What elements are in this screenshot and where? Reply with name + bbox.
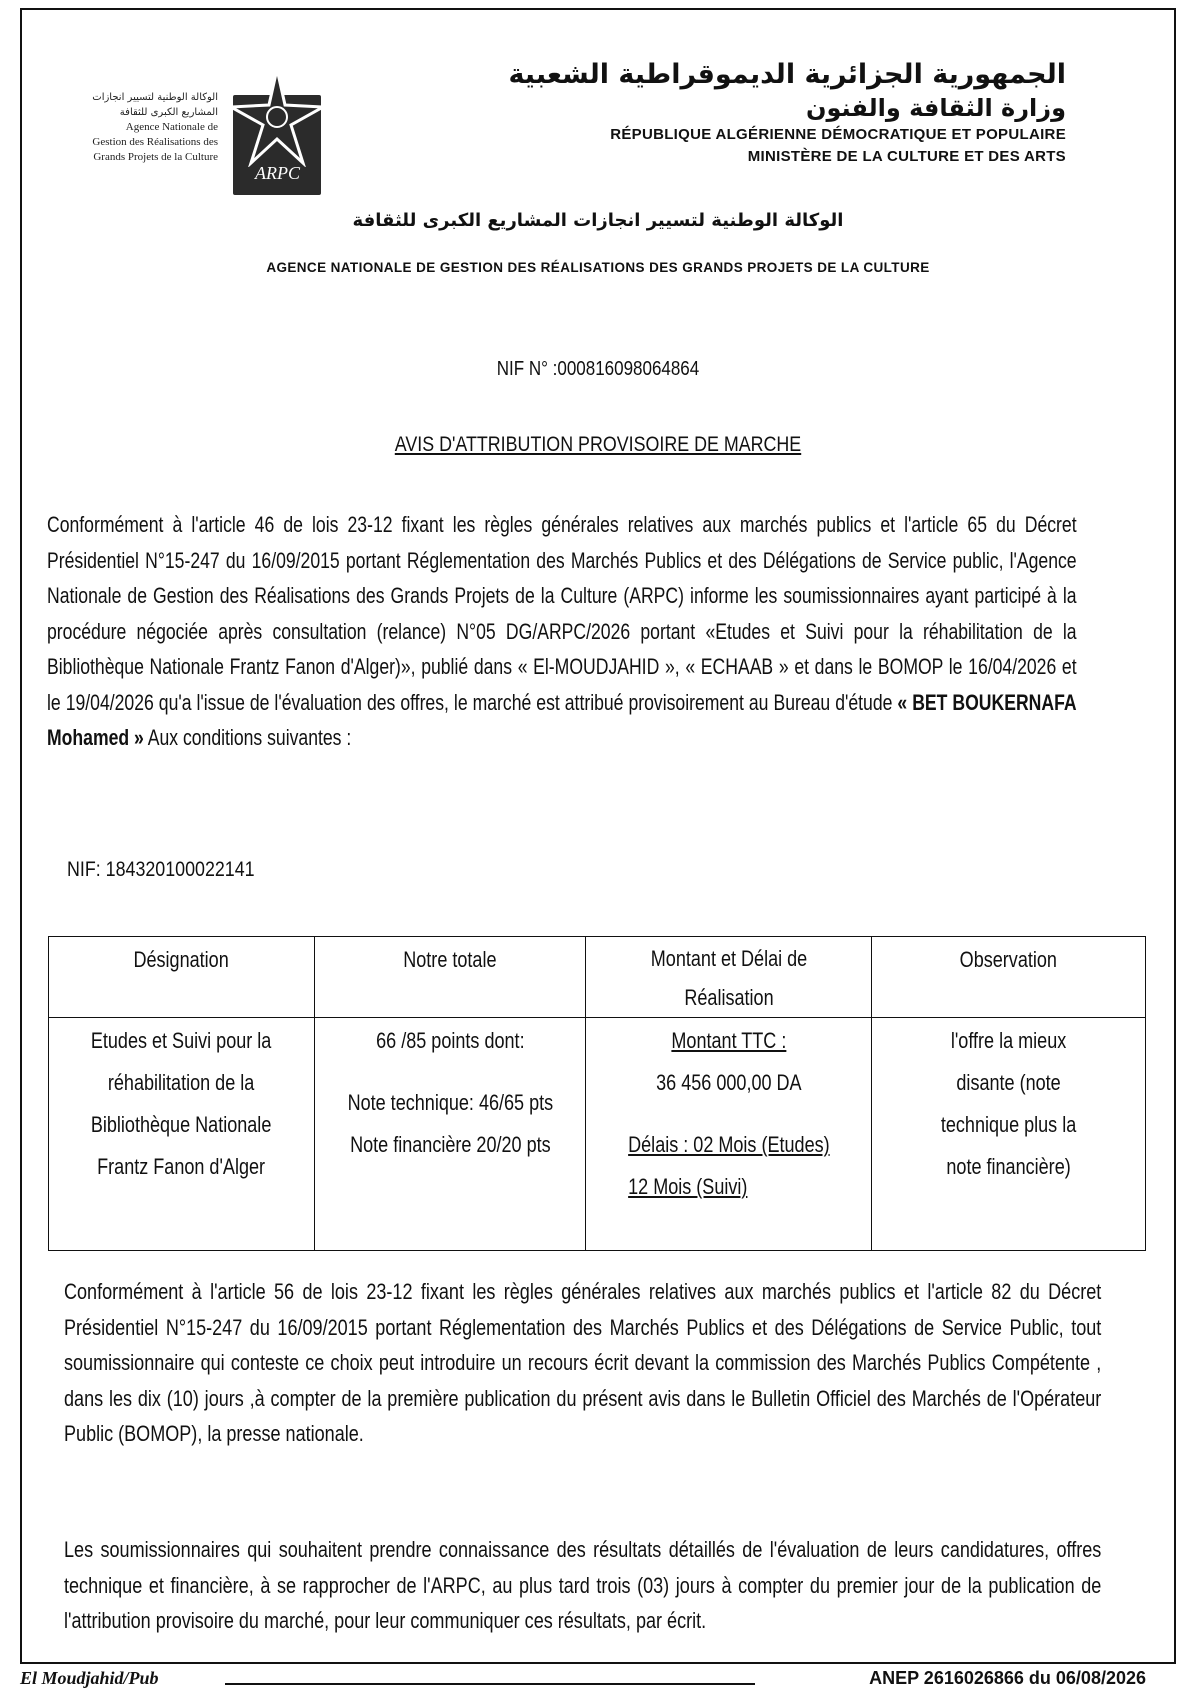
logo-caption-fr-3: Grands Projets de la Culture — [93, 151, 218, 163]
award-table — [48, 936, 1146, 1251]
table-row — [49, 1018, 1146, 1251]
header-note-totale: Notre totale — [314, 937, 586, 1018]
header-montant-delai: Montant et Délai de Réalisation — [586, 937, 872, 1018]
note-financiere: Note financière 20/20 pts — [349, 1132, 551, 1157]
paragraph-recours: Conformément à l'article 56 de lois 23-12 fixant les règles générales relatives aux marchés publics et l'article 82 du Décret Présidentiel N°15-247 du 16/09/2015 portant Réglementation des Marchés Publics et des Délégations de Service Public, tout soumissionnaire qui conteste ce choix peut introduire un recours écrit devant la commission des Marchés Publics Compétente , dans les dix (10) jours ,à compter de la première publication du présent avis dans le Bulletin Officiel des Marchés de l'Opérateur Public (BOMOP), la presse nationale. — [64, 1279, 1102, 1446]
logo-acronym: ARPC — [255, 163, 300, 183]
footer-rule — [225, 1683, 755, 1685]
delais-etudes: Délais : 02 Mois (Etudes) — [628, 1132, 830, 1157]
delais-suivi: 12 Mois (Suivi) — [628, 1174, 748, 1199]
agency-logo-block — [58, 60, 333, 210]
agency-nif: NIF N° :000816098064864 — [496, 358, 700, 380]
note-total: 66 /85 points dont: — [375, 1028, 525, 1053]
header-designation: Désignation — [49, 937, 315, 1018]
logo-caption-fr-1: Agence Nationale de — [125, 121, 218, 133]
table-header-row — [49, 937, 1146, 1018]
footer-publisher: El Moudjahid/Pub — [20, 1668, 159, 1688]
montant-label: Montant TTC : — [671, 1028, 787, 1053]
agency-name-ar: الوكالة الوطنية لتسيير انجازات المشاريع الكبرى للثقافة — [352, 210, 844, 231]
logo-caption-ar-1: الوكالة الوطنية لتسيير انجازات — [92, 92, 218, 103]
paragraph-intro-end: Aux conditions suivantes : — [143, 725, 352, 750]
cell-montant — [586, 1018, 872, 1251]
ministry-ar: وزارة الثقافة والفنون — [805, 94, 1066, 122]
ministry-fr: MINISTÈRE DE LA CULTURE ET DES ARTS — [747, 148, 1066, 165]
logo-caption-fr-2: Gestion des Réalisations des — [92, 136, 218, 148]
agency-name-fr: AGENCE NATIONALE DE GESTION DES RÉALISATIONS DES GRANDS PROJETS DE LA CULTURE — [266, 260, 930, 275]
paragraph-intro-text: Conformément à l'article 46 de lois 23-12 fixant les règles générales relatives aux marchés publics et l'article 65 du Décret Présidentiel N°15-247 du 16/09/2015 portant Réglementation des Marchés Publics et des Délégations de Service public, l'Agence Nationale de Gestion des Réalisations des Grands Projets de la Culture (ARPC) informe les soumissionnaires ayant participé à la procédure négociée après consultation (relance) N°05 DG/ARPC/2026 portant «Etudes et Suivi pour la réhabilitation de la Bibliothèque Nationale Frantz Fanon d'Alger)», publié dans « El-MOUDJAHID », « ECHAAB » et dans le BOMOP le 16/04/2026 et le 19/04/2026 qu'a l'issue de l'évaluation des offres, le marché est attribué provisoirement au Bureau d'étude — [47, 512, 1077, 715]
star-emblem-icon — [227, 67, 327, 167]
republic-fr: RÉPUBLIQUE ALGÉRIENNE DÉMOCRATIQUE ET POPULAIRE — [610, 126, 1066, 143]
paragraph-resultats: Les soumissionnaires qui souhaitent prendre connaissance des résultats détaillés de l'évaluation de leurs candidatures, offres technique et financière, à se rapprocher de l'ARPC, au plus tard trois (03) jours à compter du premier jour de la publication de l'attribution provisoire du marché, pour leur communiquer ces résultats, par écrit. — [64, 1537, 1102, 1633]
logo-caption-ar-2: المشاريع الكبرى للثقافة — [119, 107, 218, 118]
cell-note — [314, 1018, 586, 1251]
notice-title: AVIS D'ATTRIBUTION PROVISOIRE DE MARCHE — [394, 433, 802, 456]
header-observation: Observation — [872, 937, 1146, 1018]
awardee-name: « BET BOUKERNAFA Mohamed » — [47, 689, 1077, 750]
footer-anep-ref: ANEP 2616026866 du 06/08/2026 — [869, 1668, 1146, 1688]
cell-observation: l'offre la mieux disante (note technique plus la note financière) — [872, 1018, 1146, 1251]
montant-value: 36 456 000,00 DA — [656, 1070, 802, 1095]
republic-ar: الجمهورية الجزائرية الديموقراطية الشعبية — [508, 59, 1066, 90]
logo-caption — [58, 90, 218, 165]
paragraph-intro — [47, 507, 1077, 756]
publication-footer — [20, 1668, 1176, 1698]
arpc-logo — [233, 95, 321, 195]
notice-page — [20, 8, 1176, 1664]
awardee-nif: NIF: 184320100022141 — [67, 858, 255, 881]
cell-designation: Etudes et Suivi pour la réhabilitation de la Bibliothèque Nationale Frantz Fanon d'Alger — [49, 1018, 315, 1251]
note-technique: Note technique: 46/65 pts — [347, 1090, 553, 1115]
ministry-header — [446, 58, 1066, 168]
